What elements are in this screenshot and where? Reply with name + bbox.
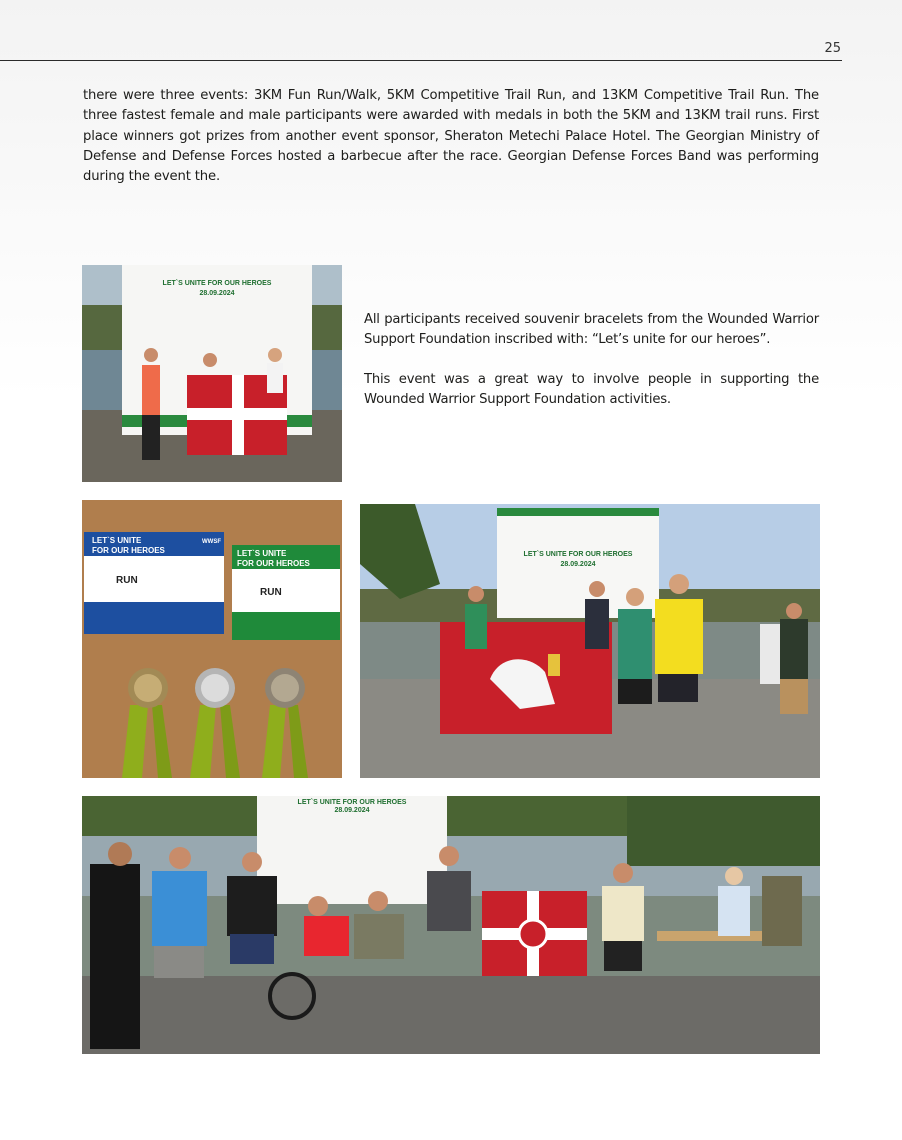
involvement-paragraph: This event was a great way to involve people in supporting the Wounded Warrior Support Foundation activities. [364, 372, 819, 408]
photo-medals-certificates [82, 500, 342, 778]
cert1-run: RUN [116, 575, 138, 586]
banner-slogan-1: LET`S UNITE FOR OUR HEROES [162, 280, 272, 287]
cert1-logo: WWSF [202, 539, 221, 545]
photo-group-flag-image [360, 504, 820, 778]
page-header [0, 0, 902, 60]
banner-slogan-2: LET`S UNITE FOR OUR HEROES [523, 551, 633, 558]
photo-group-flag [360, 504, 820, 778]
cert2-heading-2: FOR OUR HEROES [237, 559, 310, 568]
banner-date-2: 28.09.2024 [560, 561, 596, 568]
bracelets-paragraph: All participants received souvenir bracelets from the Wounded Warrior Support Foundation inscribed with: “Let’s unite for our heroes”. [364, 312, 819, 348]
banner-date-1: 28.09.2024 [199, 290, 235, 297]
photo-large-group [82, 796, 820, 1054]
photo-medals-certificates-image [82, 500, 342, 778]
banner-date-3: 28.09.2024 [334, 807, 370, 814]
cert1-heading-2: FOR OUR HEROES [92, 546, 165, 555]
photo-large-group-image [82, 796, 820, 1054]
cert2-run: RUN [260, 587, 282, 598]
cert1-heading-1: LET`S UNITE [92, 536, 142, 545]
intro-paragraph: there were three events: 3KM Fun Run/Walk, 5KM Competitive Trail Run, and 13KM Competitive Trail Run. The three fastest female and male participants were awarded with medals in both the 5KM and 13KM trail runs. First place winners got prizes from another event sponsor, Sheraton Metechi Palace Hotel. The Georgian Ministry of Defense and Defense Forces hosted a barbecue after the race. Georgian Defense Forces Band was performing during the event the. [83, 88, 819, 185]
banner-slogan-3: LET`S UNITE FOR OUR HEROES [297, 799, 407, 806]
cert2-heading-1: LET`S UNITE [237, 549, 287, 558]
header-rule [0, 60, 842, 61]
page-number: 25 [824, 41, 841, 56]
photo-women-winners-image [82, 265, 342, 482]
photo-women-winners [82, 265, 342, 482]
